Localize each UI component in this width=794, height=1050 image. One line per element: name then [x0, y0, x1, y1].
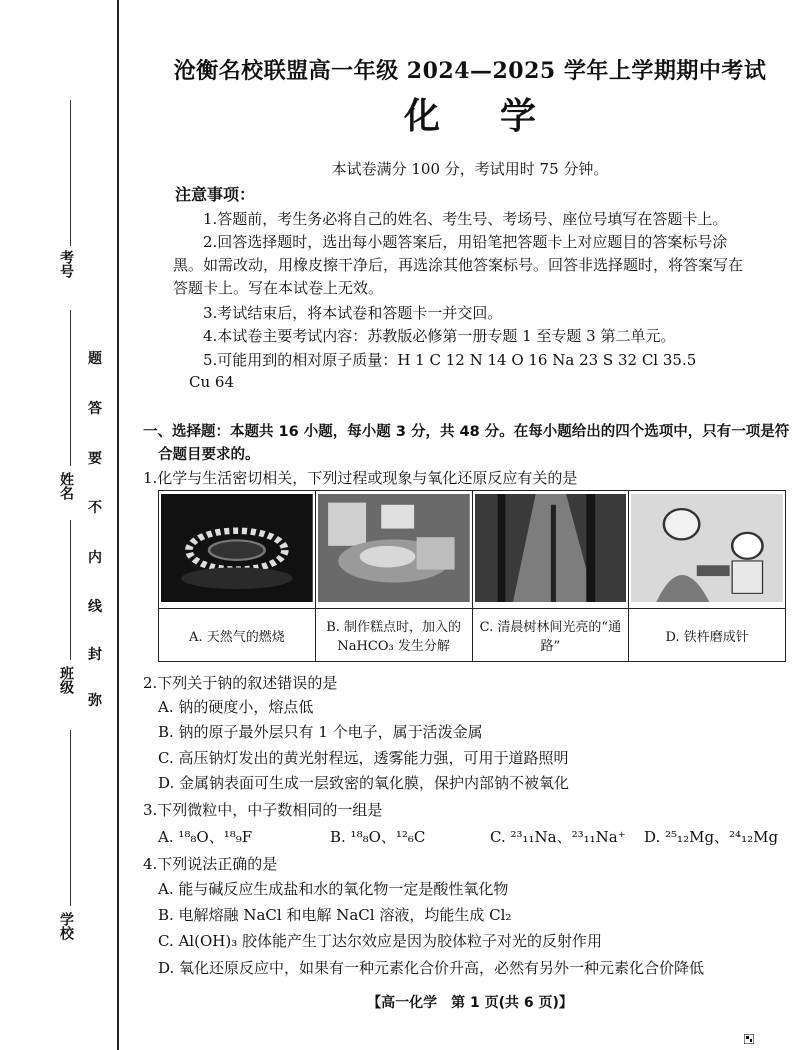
q3-option-b: B. ¹⁸₈O、¹²₆C	[330, 828, 426, 846]
q3-stem: 3.下列微粒中，中子数相同的一组是	[143, 801, 383, 819]
pastry-photo	[318, 494, 470, 602]
q1-option-c: C. 清晨树林间光亮的“通路”	[472, 609, 629, 662]
section-heading-cont: 合题目要求的。	[158, 447, 260, 463]
exam-note: 本试卷满分 100 分，考试用时 75 分钟。	[331, 160, 609, 178]
q1-option-b-line2: NaHCO₃ 发生分解	[337, 639, 450, 654]
q4-option: B. 电解熔融 NaCl 和电解 NaCl 溶液，均能生成 Cl₂	[158, 906, 512, 924]
q3-option-c: C. ²³₁₁Na、²³₁₁Na⁺	[490, 828, 626, 846]
q1-option-b	[315, 609, 472, 662]
qr-code-icon	[744, 1034, 754, 1044]
seal-char: 不	[88, 500, 102, 516]
exam-title: 沧衡名校联盟高一年级 2024—2025 学年上学期期中考试	[173, 58, 767, 84]
q4-option: C. Al(OH)₃ 胶体能产生丁达尔效应是因为胶体粒子对光的反射作用	[158, 932, 602, 950]
gas-flame-photo	[161, 494, 313, 602]
q4-option: A. 能与碱反应生成盐和水的氧化物一定是酸性氧化物	[158, 880, 509, 898]
school-label: 学校	[58, 912, 74, 940]
q1-option-table	[158, 490, 786, 662]
q2-option: B. 钠的原子最外层只有 1 个电子，属于活泼金属	[158, 723, 483, 741]
exam-no-label: 考号	[58, 250, 74, 278]
q2-option: A. 钠的硬度小，熔点低	[158, 698, 314, 716]
notice-line: Cu 64	[189, 373, 234, 391]
exam-no-blank[interactable]	[70, 100, 71, 246]
q4-stem: 4.下列说法正确的是	[143, 855, 278, 873]
q2-option: C. 高压钠灯发出的黄光射程远，透雾能力强，可用于道路照明	[158, 749, 569, 767]
name-label: 姓名	[58, 472, 74, 500]
notice-heading: 注意事项：	[175, 185, 256, 204]
seal-char: 题	[88, 351, 102, 367]
notice-line: 2.回答选择题时，选出每小题答案后，用铅笔把答题卡上对应题目的答案标号涂	[203, 233, 728, 251]
notice-line: 答题卡上。写在本试卷上无效。	[173, 279, 384, 297]
q2-stem: 2.下列关于钠的叙述错误的是	[143, 674, 338, 692]
name-blank[interactable]	[70, 310, 71, 466]
seal-char: 弥	[88, 693, 102, 709]
q1-option-a: A. 天然气的燃烧	[159, 609, 316, 662]
q1-photo-cell	[629, 491, 786, 609]
grandma-grinding-needle-illustration	[631, 494, 783, 602]
binding-line	[117, 0, 119, 1050]
seal-char: 答	[88, 401, 102, 417]
q1-stem: 1.化学与生活密切相关，下列过程或现象与氧化还原反应有关的是	[143, 469, 578, 487]
q1-photo-cell	[159, 491, 316, 609]
q1-photo-cell	[472, 491, 629, 609]
forest-light-photo	[475, 494, 627, 602]
q1-photo-cell	[315, 491, 472, 609]
school-blank[interactable]	[70, 730, 71, 906]
class-label: 班级	[58, 666, 74, 694]
notice-line: 1.答题前，考生务必将自己的姓名、考生号、考场号、座位号填写在答题卡上。	[203, 210, 728, 228]
q3-option-d: D. ²⁵₁₂Mg、²⁴₁₂Mg	[644, 828, 779, 846]
q4-option: D. 氧化还原反应中，如果有一种元素化合价升高，必然有另外一种元素化合价降低	[158, 959, 705, 977]
seal-char: 内	[88, 550, 102, 566]
q2-option: D. 金属钠表面可生成一层致密的氧化膜，保护内部钠不被氧化	[158, 774, 570, 792]
section-heading: 一、选择题：本题共 16 小题，每小题 3 分，共 48 分。在每小题给出的四个选项中，只有一项是符	[143, 424, 790, 440]
seal-char: 要	[88, 451, 102, 467]
notice-line: 4.本试卷主要考试内容：苏教版必修第一册专题 1 至专题 3 第二单元。	[203, 327, 676, 345]
seal-char: 封	[88, 647, 102, 663]
seal-char: 线	[88, 599, 102, 615]
notice-line: 黑。如需改动，用橡皮擦干净后，再选涂其他答案标号。回答非选择题时，将答案写在	[173, 256, 744, 274]
q1-option-d: D. 铁杵磨成针	[629, 609, 786, 662]
notice-line: 5.可能用到的相对原子质量：H 1 C 12 N 14 O 16 Na 23 S 32 Cl 35.5	[203, 351, 697, 369]
subject-title: 化学	[403, 95, 596, 137]
notice-line: 3.考试结束后，将本试卷和答题卡一并交回。	[203, 304, 503, 322]
q1-option-b-line1: B. 制作糕点时，加入的	[326, 620, 462, 635]
page-footer: 【高一化学 第 1 页(共 6 页)】	[367, 995, 573, 1011]
class-blank[interactable]	[70, 520, 71, 660]
q3-option-a: A. ¹⁸₈O、¹⁸₉F	[158, 828, 253, 846]
